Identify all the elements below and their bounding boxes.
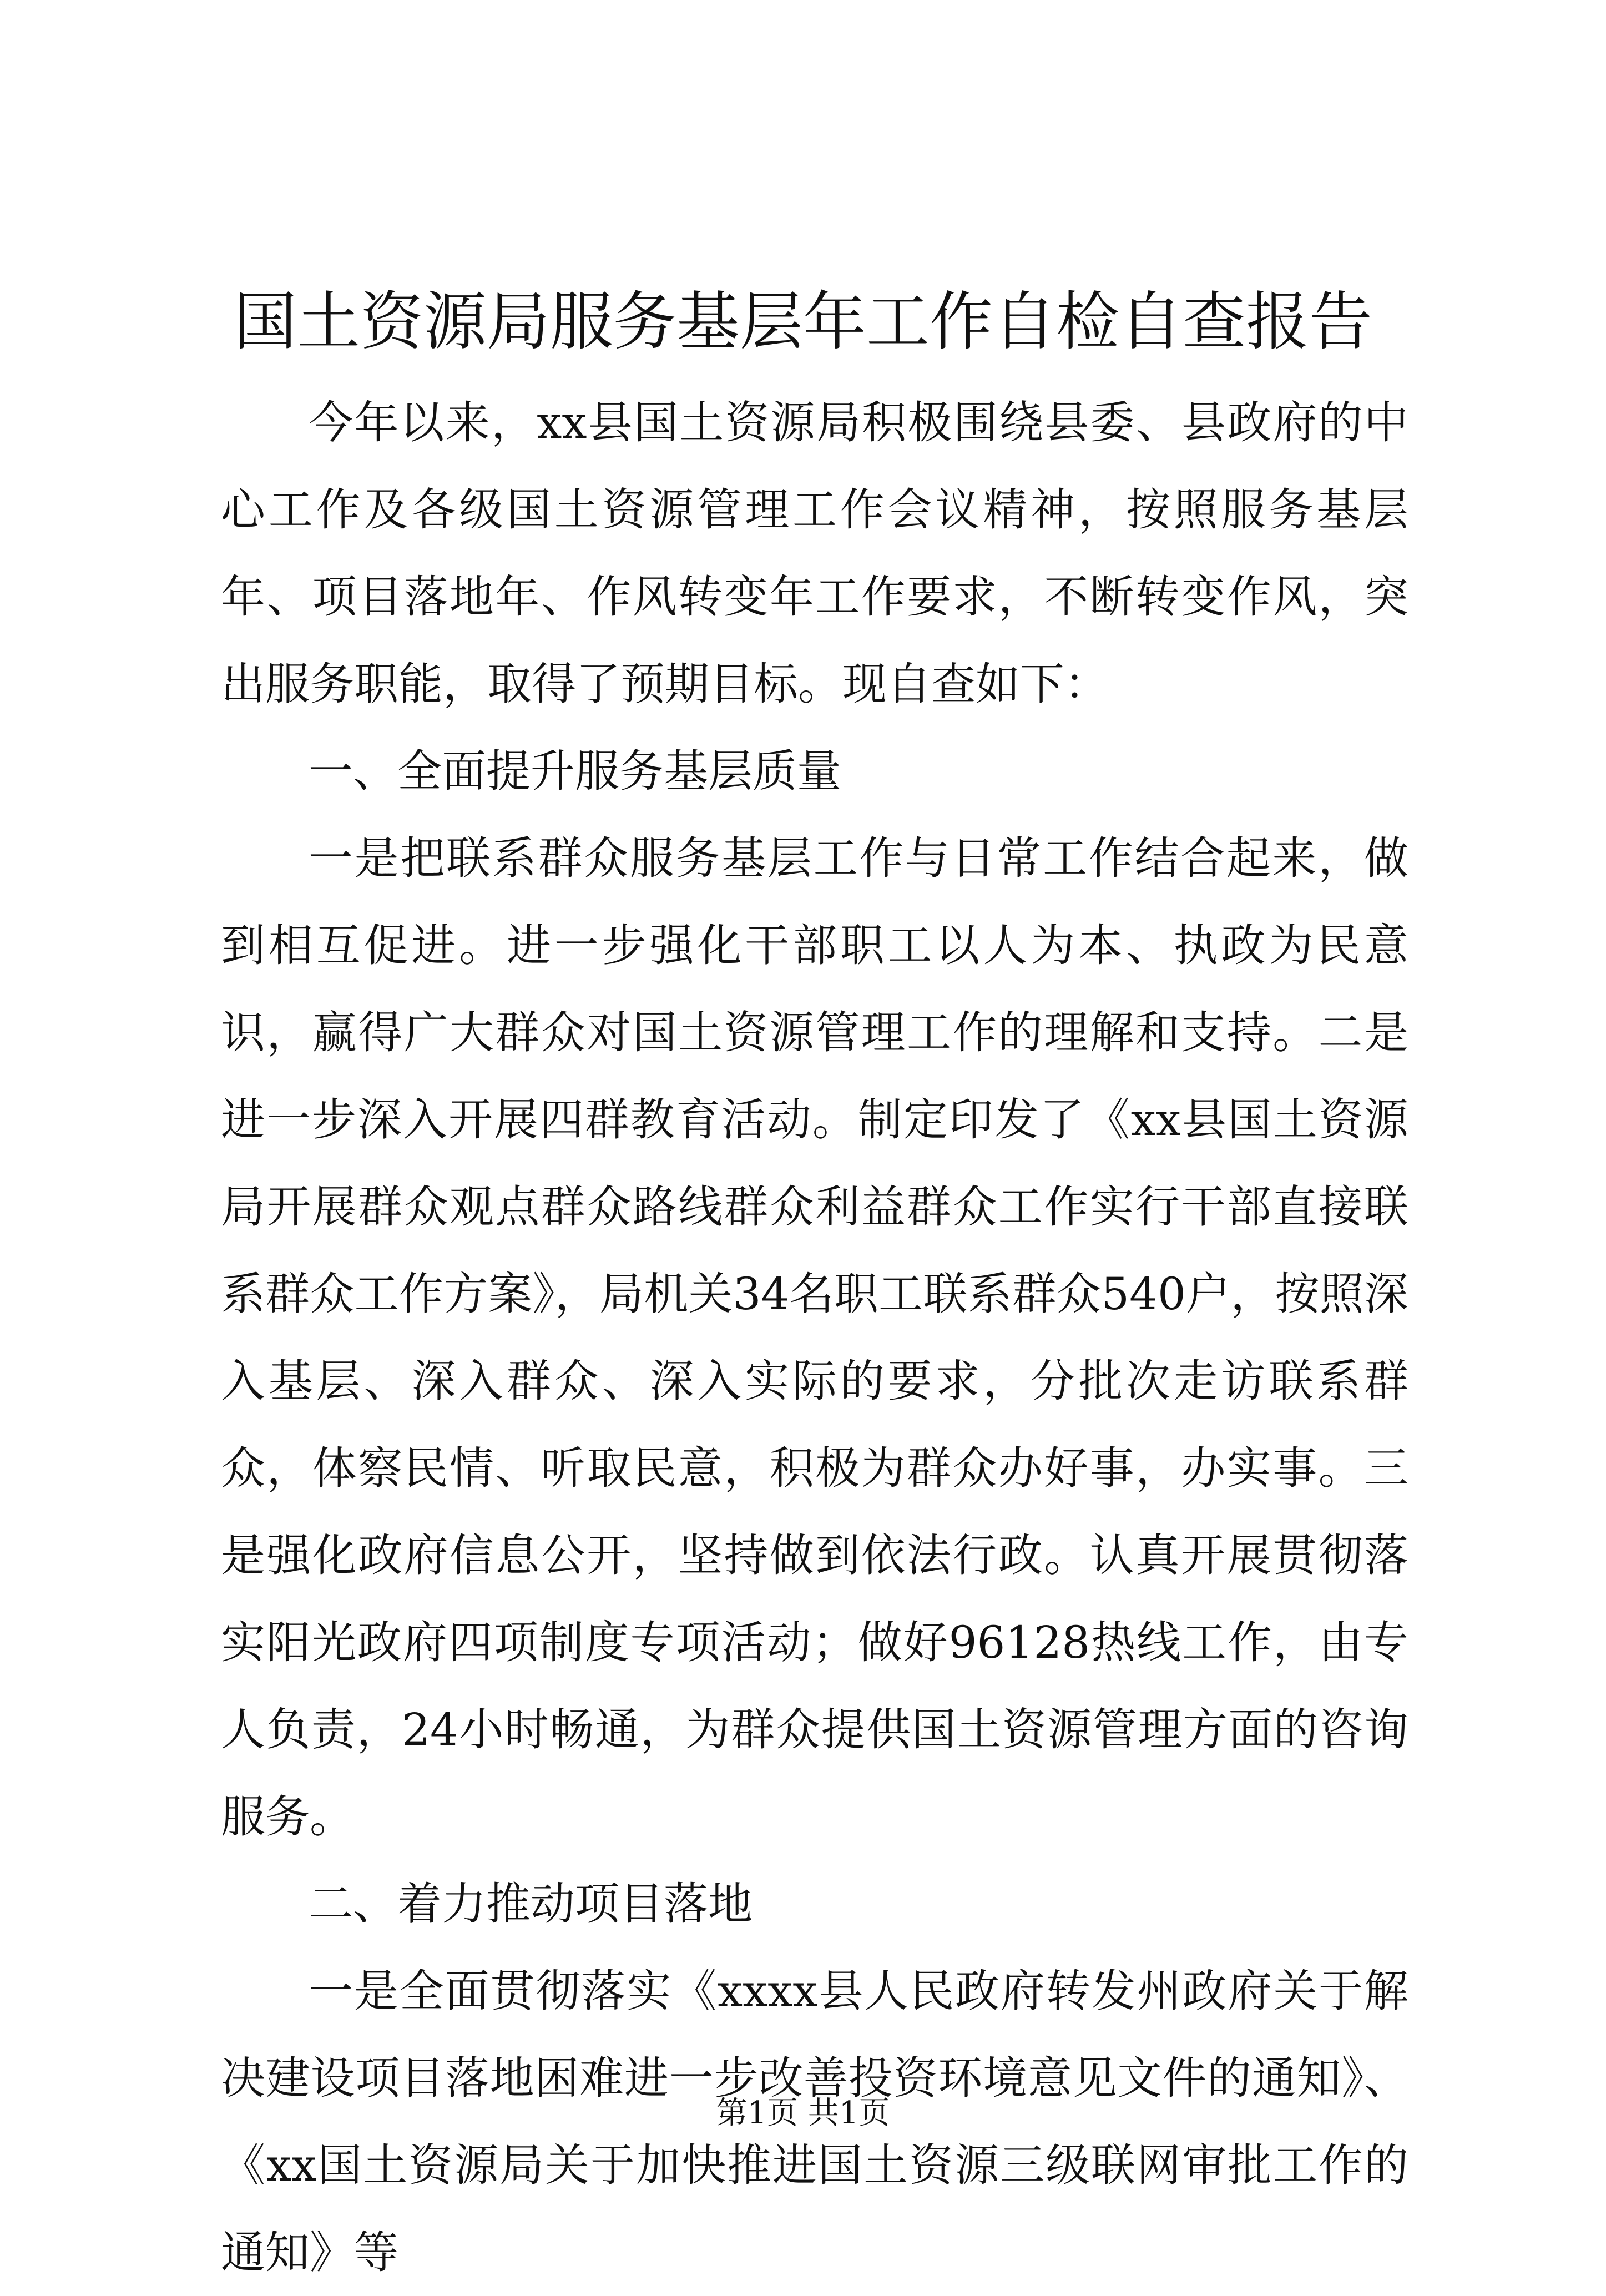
document-body xyxy=(221,379,1408,2296)
section-2-paragraph: 一是全面贯彻落实《xxxx县人民政府转发州政府关于解决建设项目落地困难进一步改善投资环境意见文件的通知》、《xx国土资源局关于加快推进国土资源三级联网审批工作的通知》等 xyxy=(221,1965,1408,2278)
intro-paragraph: 今年以来，xx县国土资源局积极围绕县委、县政府的中心工作及各级国土资源管理工作会议精神，按照服务基层年、项目落地年、作风转变年工作要求，不断转变作风，突出服务职能，取得了预期目标。现自查如下： xyxy=(221,397,1408,710)
section-1-paragraph: 一是把联系群众服务基层工作与日常工作结合起来，做到相互促进。进一步强化干部职工以人为本、执政为民意识，赢得广大群众对国土资源管理工作的理解和支持。二是进一步深入开展四群教育活动。制定印发了《xx县国土资源局开展群众观点群众路线群众利益群众工作实行干部直接联系群众工作方案》，局机关34名职工联系群众540户，按照深入基层、深入群众、深入实际的要求，分批次走访联系群众，体察民情、听取民意，积极为群众办好事，办实事。三是强化政府信息公开，坚持做到依法行政。认真开展贯彻落实阳光政府四项制度专项活动；做好96128热线工作，由专人负责，24小时畅通，为群众提供国土资源管理方面的咨询服务。 xyxy=(221,832,1408,1843)
document-title: 国土资源局服务基层年工作自检自查报告 xyxy=(233,285,1372,359)
section-heading-2: 二、着力推动项目落地 xyxy=(309,1878,753,1930)
page-footer: 第1页 共1页 xyxy=(716,2095,890,2131)
section-heading-1: 一、全面提升服务基层质量 xyxy=(309,745,841,797)
